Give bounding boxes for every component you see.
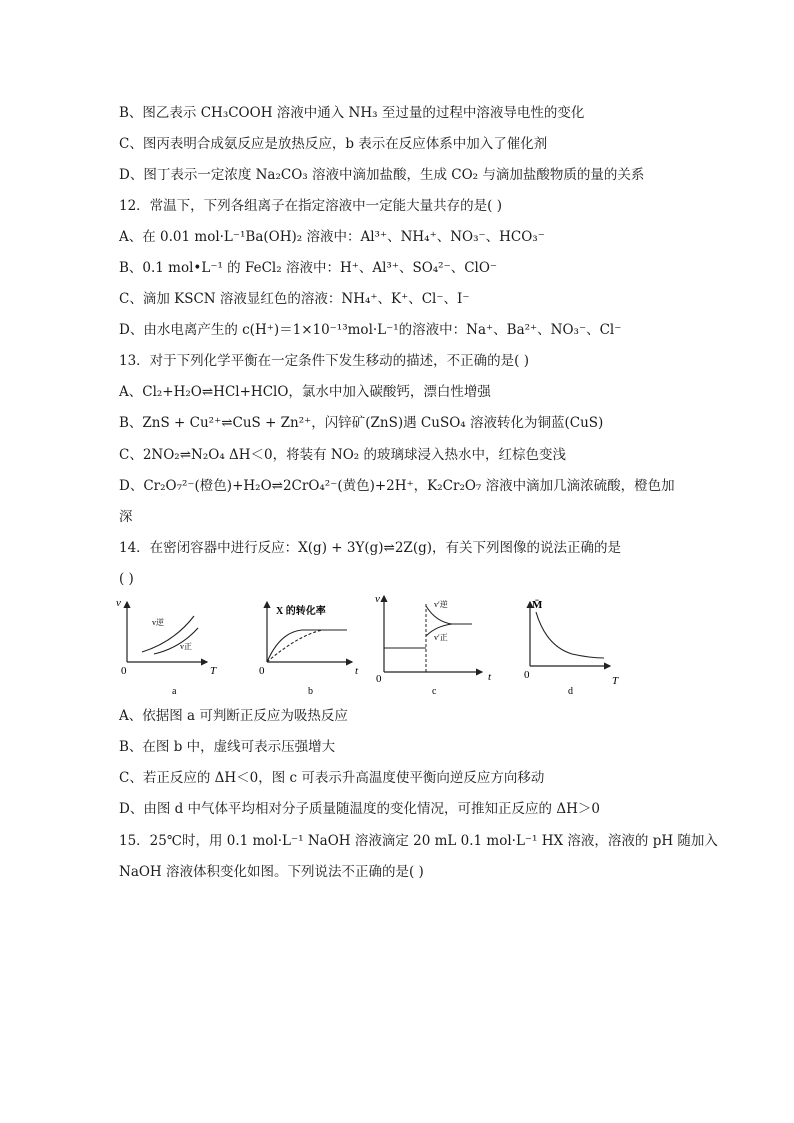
figure-d-caption: d [568,686,573,697]
question-12-option-c: C、滴加 KSCN 溶液显红色的溶液：NH₄⁺、K⁺、Cl⁻、I⁻ [119,291,470,307]
question-13-option-c: C、2NO₂⇌N₂O₄ ΔH＜0，将装有 NO₂ 的玻璃球浸入热水中，红棕色变浅 [119,447,567,463]
figure-c-caption: c [432,686,437,697]
figure-b-y-label: X 的转化率 [276,606,326,617]
figure-b-x-label: t [355,665,359,677]
figure-a-caption: a [172,686,177,697]
option-12c-prev: C、图丙表明合成氨反应是放热反应，b 表示在反应体系中加入了催化剂 [119,136,548,152]
question-14-figures [112,592,632,702]
figure-b [259,602,359,697]
figure-c-origin: 0 [376,673,382,685]
question-12-option-b: B、0.1 mol•L⁻¹ 的 FeCl₂ 溶液中：H⁺、Al³⁺、SO₄²⁻、ClO⁻ [119,260,498,276]
option-12d-prev: D、图丁表示一定浓度 Na₂CO₃ 溶液中滴加盐酸，生成 CO₂ 与滴加盐酸物质的量的关系 [119,167,645,183]
question-13-option-b: B、ZnS + Cu²⁺⇌CuS + Zn²⁺，闪锌矿(ZnS)遇 CuSO₄ 溶液转化为铜蓝(CuS) [119,415,604,431]
figure-a-x-label: T [210,665,217,677]
question-12-stem: 12．常温下，下列各组离子在指定溶液中一定能大量共存的是( ) [119,198,503,214]
figure-a-curve-reverse: v逆 [152,618,164,627]
question-14-bracket: ( ) [119,571,134,587]
figure-b-origin: 0 [259,665,265,677]
figure-c-curve-forward: v′正 [434,633,448,642]
question-13-option-d: D、Cr₂O₇²⁻(橙色)+H₂O⇌2CrO₄²⁻(黄色)+2H⁺，K₂Cr₂O₇ 溶液中滴加几滴浓硫酸，橙色加 [119,478,675,494]
question-13-stem: 13．对于下列化学平衡在一定条件下发生移动的描述，不正确的是( ) [119,353,530,369]
question-15-stem-cont: NaOH 溶液体积变化如图。下列说法不正确的是( ) [119,864,424,880]
figure-a [116,597,217,697]
question-14-option-c: C、若正反应的 ΔH＜0，图 c 可表示升高温度使平衡向逆反应方向移动 [119,770,545,786]
question-14-stem: 14．在密闭容器中进行反应：X(g) + 3Y(g)⇌2Z(g)，有关下列图像的说法正确的是 [119,540,621,556]
question-12-option-a: A、在 0.01 mol·L⁻¹Ba(OH)₂ 溶液中：Al³⁺、NH₄⁺、NO₃⁻、HCO₃⁻ [119,229,545,245]
figure-d-origin: 0 [524,669,530,681]
figure-d [524,599,619,697]
figure-d-y-label: M̄ [532,599,543,611]
figure-c-y-label: v [375,593,380,605]
question-14-option-a: A、依据图 a 可判断正反应为吸热反应 [119,708,348,724]
figure-a-curve-forward: v正 [180,642,192,651]
question-12-option-d: D、由水电离产生的 c(H⁺)＝1×10⁻¹³mol·L⁻¹的溶液中：Na⁺、Ba²⁺、NO₃⁻、Cl⁻ [119,322,622,338]
figure-a-origin: 0 [121,665,127,677]
question-13-option-a: A、Cl₂+H₂O⇌HCl+HClO，氯水中加入碳酸钙，漂白性增强 [119,384,491,400]
option-12b-prev: B、图乙表示 CH₃COOH 溶液中通入 NH₃ 至过量的过程中溶液导电性的变化 [119,105,585,121]
figure-c-x-label: t [488,671,492,683]
figure-b-caption: b [308,686,313,697]
figure-c-curve-reverse: v′逆 [434,600,448,609]
figure-d-x-label: T [612,675,619,687]
question-13-option-d-cont: 深 [119,509,133,525]
figure-c [375,593,492,697]
question-15-stem: 15．25℃时，用 0.1 mol·L⁻¹ NaOH 溶液滴定 20 mL 0.1 mol·L⁻¹ HX 溶液，溶液的 pH 随加入 [119,833,718,849]
figure-a-y-label: v [116,597,121,609]
question-14-option-d: D、由图 d 中气体平均相对分子质量随温度的变化情况，可推知正反应的 ΔH＞0 [119,801,600,817]
question-14-option-b: B、在图 b 中，虚线可表示压强增大 [119,739,336,755]
